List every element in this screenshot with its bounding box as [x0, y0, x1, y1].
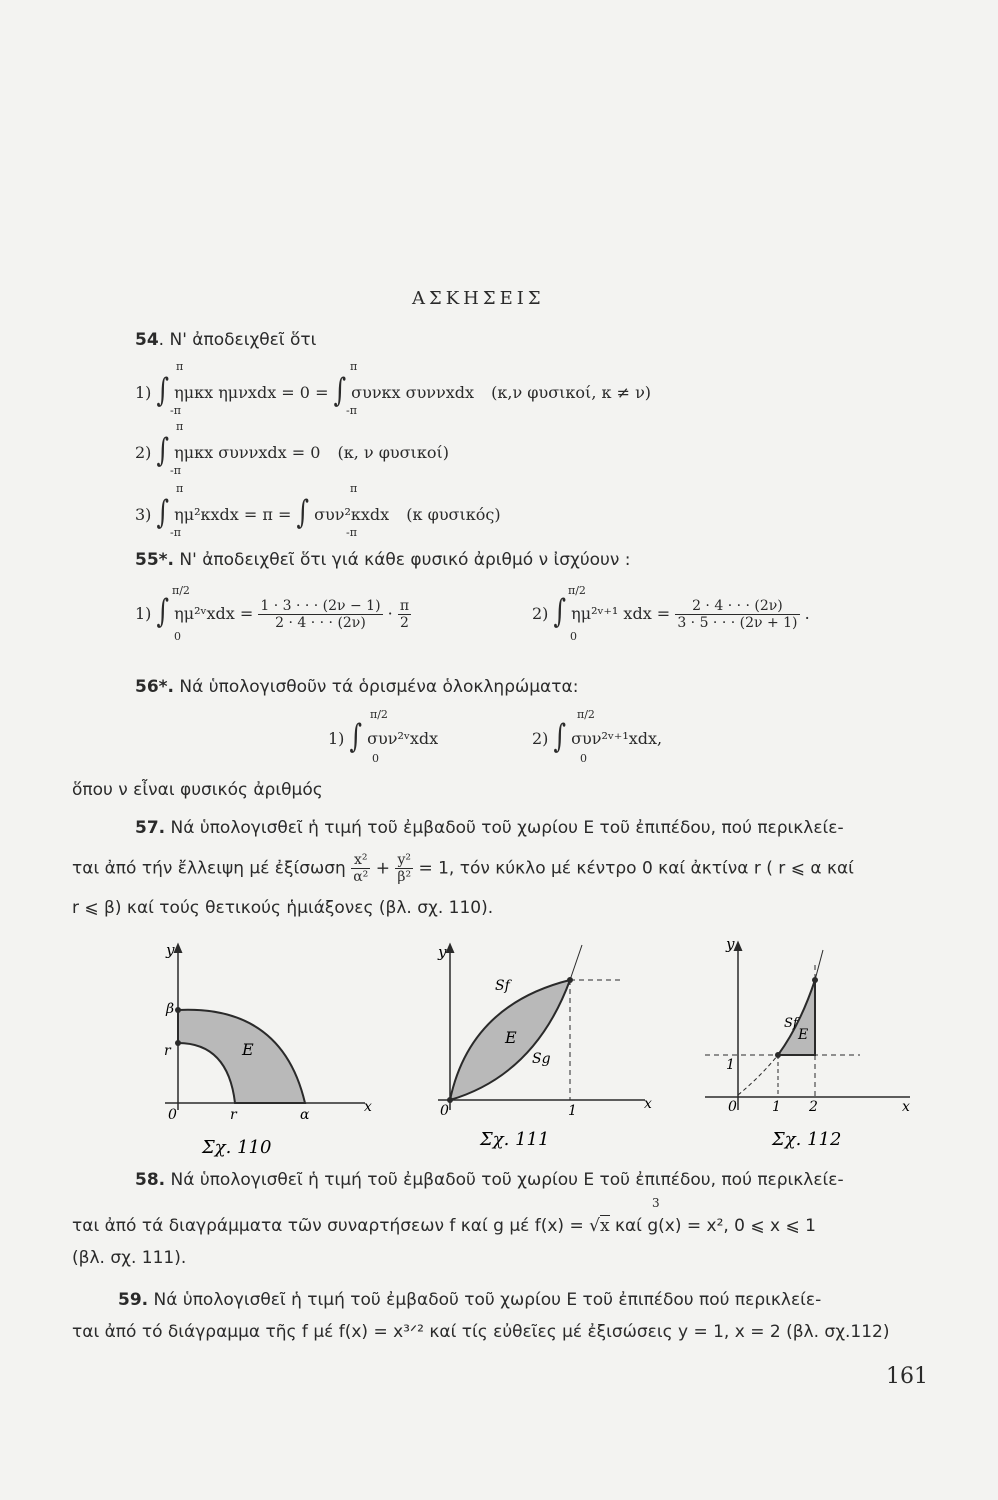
exercise-56-note: ὅπου ν εἶναι φυσικός ἀριθμός — [72, 780, 323, 800]
root-index: 3 — [652, 1196, 660, 1210]
integral-expression: ημκx ημνxdx = 0 = — [174, 383, 329, 402]
exercise-number: 55*. — [135, 550, 175, 570]
x-axis-label: x — [364, 1099, 372, 1115]
numerator: 1 · 3 · · · (2ν − 1) — [260, 598, 381, 614]
exercise-number: 57. — [135, 818, 166, 838]
region-label: E — [798, 1027, 809, 1043]
numerator: 2 · 4 · · · (2ν) — [675, 598, 799, 615]
lower-limit: -π — [170, 404, 181, 417]
numerator: x² — [351, 852, 370, 869]
r-point — [175, 1040, 181, 1046]
integral-sign: ∫ — [333, 371, 347, 409]
item-label: 3) — [135, 505, 152, 524]
integral-sign: ∫ — [553, 592, 567, 630]
item-label: 2) — [532, 604, 549, 623]
integral-expression: συν²ᵛxdx — [367, 729, 439, 748]
integral-54-3 — [135, 493, 501, 531]
numerator: π — [399, 598, 410, 614]
integral-sign: ∫ — [349, 717, 363, 755]
integral-sign: ∫ — [156, 431, 170, 469]
exercise-number: 59. — [118, 1290, 149, 1310]
region-label: E — [242, 1040, 254, 1059]
two-x-label: 2 — [809, 1099, 818, 1115]
lower-limit: -π — [346, 526, 357, 539]
one-x-label: 1 — [772, 1099, 781, 1115]
exercise-text: Νά ὑπολογισθεῖ ἡ τιμή τοῦ ἐμβαδοῦ τοῦ χωρίου Ε τοῦ ἐπιπέδου πού περικλείε- — [153, 1290, 822, 1310]
exercise-54-intro: 54. Ν' ἀποδειχθεῖ ὅτι — [135, 330, 317, 350]
lower-limit: 0 — [580, 752, 587, 765]
denominator: β² — [397, 869, 412, 885]
root-sign: √ — [589, 1216, 600, 1236]
intersection-point — [567, 977, 573, 983]
exercise-text: ται ἀπό τά διαγράμματα τῶν συναρτήσεων f καί g μέ f(x) = — [72, 1216, 584, 1236]
alpha-label: α — [300, 1107, 310, 1123]
sf-label: Sf — [495, 978, 510, 994]
denominator: 2 — [399, 615, 409, 631]
one-label: 1 — [568, 1103, 577, 1119]
figures-strip — [150, 935, 920, 1165]
exercise-text: Νά ὑπολογισθεῖ ἡ τιμή τοῦ ἐμβαδοῦ τοῦ χωρίου Ε τοῦ ἐπιπέδου, πού περικλείε- — [170, 1170, 844, 1190]
integral-54-1 — [135, 371, 652, 409]
upper-limit: π/2 — [370, 708, 388, 721]
origin-label: 0 — [440, 1103, 449, 1119]
beta-point — [175, 1007, 181, 1013]
times-sign: · — [387, 604, 393, 623]
exercise-text: Νά ὑπολογισθοῦν τά ὁρισμένα ὁλοκληρώματα: — [179, 677, 579, 697]
item-label: 2) — [532, 729, 549, 748]
x-axis-label: x — [644, 1096, 652, 1112]
figure-111 — [437, 943, 652, 1150]
formula-55-2 — [532, 592, 810, 631]
figure-caption: Σχ. 110 — [202, 1137, 272, 1158]
sf-label: Sf — [784, 1016, 798, 1031]
y-axis-label: y — [438, 943, 447, 961]
condition: (κ φυσικός) — [406, 505, 501, 524]
fraction — [258, 598, 382, 631]
integral-expression: ημ²ᵛ⁺¹ xdx = — [571, 604, 671, 623]
integral-sign: ∫ — [156, 371, 170, 409]
point-1-1 — [775, 1052, 781, 1058]
curve-extension — [815, 950, 823, 980]
item-label: 1) — [135, 383, 152, 402]
lower-limit: -π — [170, 526, 181, 539]
page-number: 161 — [886, 1364, 928, 1389]
lower-limit: -π — [346, 404, 357, 417]
x-axis-label: x — [902, 1099, 910, 1115]
upper-limit: π — [176, 420, 184, 433]
integral-54-2 — [135, 431, 449, 469]
r-tick-label: r — [230, 1107, 237, 1123]
fraction — [675, 598, 799, 631]
fraction — [351, 852, 370, 885]
integral-sign: ∫ — [296, 493, 310, 531]
fraction — [395, 852, 413, 885]
period: . — [804, 604, 810, 623]
lower-limit: 0 — [174, 630, 181, 643]
exercise-55-intro — [135, 550, 631, 570]
exercise-number: 54 — [135, 330, 159, 350]
origin-label: 0 — [168, 1107, 177, 1123]
figure-112 — [705, 935, 910, 1150]
integral-expression: ημκx συννxdx = 0 — [174, 443, 321, 462]
plus-sign: + — [375, 858, 390, 879]
y-axis-label: y — [726, 935, 735, 953]
exercise-57-line-3: r ⩽ β) καί τούς θετικούς ἡμιάξονες (βλ. σχ. 110). — [72, 898, 494, 918]
upper-limit: π/2 — [172, 584, 190, 597]
exercise-59-line-2: ται ἀπό τό διάγραμμα τῆς f μέ f(x) = x³ᐟ² καί τίς εὐθεῖες μέ ἐξισώσεις y = 1, x = 2 (βλ. σχ.112) — [72, 1322, 890, 1342]
integral-56-2 — [532, 717, 663, 755]
radicand: x — [599, 1216, 610, 1236]
curve-extension — [570, 945, 582, 980]
item-label: 2) — [135, 443, 152, 462]
item-label: 1) — [328, 729, 345, 748]
upper-point — [812, 977, 818, 983]
integral-expression: συνκx συννxdx — [351, 383, 475, 402]
figure-caption: Σχ. 112 — [772, 1129, 842, 1150]
formula-55-1 — [135, 592, 411, 631]
section-heading: ΑΣΚΗΣΕΙΣ — [412, 288, 545, 309]
exercise-text: Νά ὑπολογισθεῖ ἡ τιμή τοῦ ἐμβαδοῦ τοῦ χωρίου Ε τοῦ ἐπιπέδου, πού περικλείε- — [170, 818, 844, 838]
exercise-number: 56*. — [135, 677, 175, 697]
condition: (κ, ν φυσικοί) — [337, 443, 449, 462]
integral-sign: ∫ — [156, 592, 170, 630]
sg-label: Sg — [532, 1051, 551, 1067]
exercise-57-line-1 — [135, 818, 844, 838]
denominator: 2 · 4 · · · (2ν) — [275, 615, 366, 631]
integral-expression: ημ²κxdx = π = — [174, 505, 292, 524]
exercise-number: 58. — [135, 1170, 166, 1190]
integral-expression: συν²κxdx — [314, 505, 390, 524]
integral-sign: ∫ — [156, 493, 170, 531]
lower-limit: 0 — [372, 752, 379, 765]
exercise-56-intro — [135, 677, 578, 697]
region-label: E — [505, 1028, 517, 1047]
denominator: α² — [353, 869, 369, 885]
beta-label: β — [166, 1001, 175, 1017]
numerator: y² — [395, 852, 413, 869]
upper-limit: π/2 — [577, 708, 595, 721]
exercise-text: Ν' ἀποδειχθεῖ ὅτι — [169, 330, 317, 350]
integral-expression: ημ²ᵛxdx = — [174, 604, 254, 623]
fraction — [398, 598, 411, 631]
figure-110 — [164, 941, 372, 1158]
dashed-curve — [738, 1055, 778, 1095]
figure-caption: Σχ. 111 — [480, 1129, 550, 1150]
exercise-58-line-2 — [72, 1216, 816, 1236]
exercise-58-line-3: (βλ. σχ. 111). — [72, 1248, 187, 1268]
y-axis-label: y — [166, 941, 175, 959]
condition: (κ,ν φυσικοί, κ ≠ ν) — [491, 383, 652, 402]
exercise-59-line-1 — [118, 1290, 821, 1310]
item-label: 1) — [135, 604, 152, 623]
integral-56-1 — [328, 717, 439, 755]
exercise-58-line-1 — [135, 1170, 844, 1190]
upper-limit: π — [350, 482, 358, 495]
integral-expression: συν²ᵛ⁺¹xdx, — [571, 729, 663, 748]
upper-limit: π — [176, 482, 184, 495]
upper-limit: π — [350, 360, 358, 373]
r-axis-label: r — [164, 1043, 171, 1059]
exercise-57-line-2 — [72, 852, 854, 885]
exercise-text: Ν' ἀποδειχθεῖ ὅτι γιά κάθε φυσικό ἀριθμό ν ἰσχύουν : — [179, 550, 631, 570]
exercise-text: ται ἀπό τήν ἔλλειψη μέ ἐξίσωση — [72, 858, 346, 879]
lower-limit: 0 — [570, 630, 577, 643]
denominator: 3 · 5 · · · (2ν + 1) — [677, 615, 798, 631]
upper-limit: π — [176, 360, 184, 373]
exercise-text: = 1, τόν κύκλο μέ κέντρο 0 καί ἀκτίνα r ( r ⩽ α καί — [418, 858, 854, 879]
integral-sign: ∫ — [553, 717, 567, 755]
origin-label: 0 — [728, 1099, 737, 1115]
one-y-label: 1 — [726, 1057, 735, 1073]
exercise-text: καί g(x) = x², 0 ⩽ x ⩽ 1 — [614, 1216, 816, 1236]
upper-limit: π/2 — [568, 584, 586, 597]
lower-limit: -π — [170, 464, 181, 477]
